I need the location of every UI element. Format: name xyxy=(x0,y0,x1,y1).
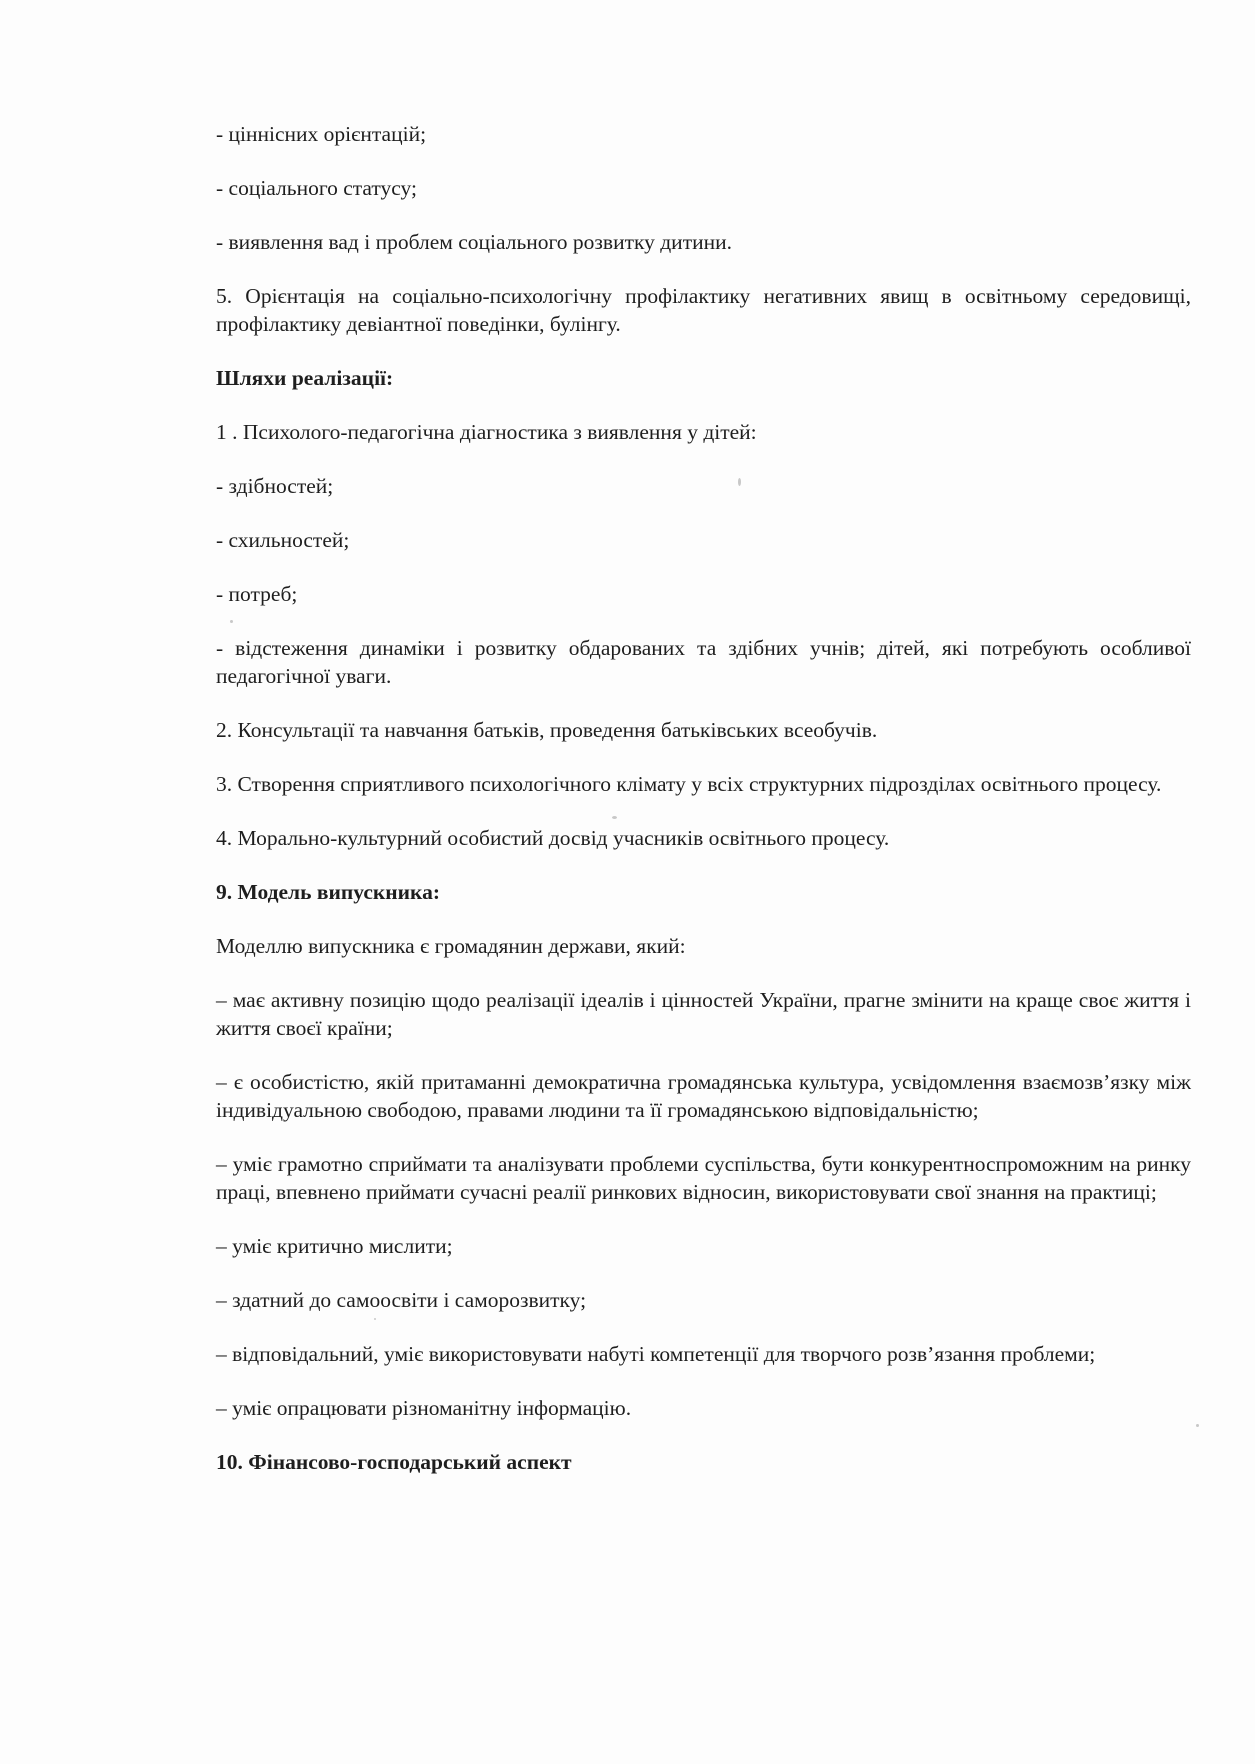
list-item-abilities: - здібностей; xyxy=(216,474,334,498)
heading-implementation-ways: Шляхи реалізації: xyxy=(216,366,394,390)
list-item-personality: – є особистістю, якій притаманні демократична громадянська культура, усвідомлення взаємозв’язку між індивідуальною свободою, правами людини та її громадянською відповідальністю; xyxy=(216,1070,1191,1122)
heading-graduate-model: 9. Модель випускника: xyxy=(216,880,441,904)
list-item-detect-problems: - виявлення вад і проблем соціального розвитку дитини. xyxy=(216,230,732,254)
list-item-critical-thinking: – уміє критично мислити; xyxy=(216,1234,453,1258)
list-item-responsible: – відповідальний, уміє використовувати набуті компетенції для творчого розв’язання проблеми; xyxy=(216,1342,1096,1366)
paragraph-moral-cultural: 4. Морально-культурний особистий досвід учасників освітнього процесу. xyxy=(216,826,890,850)
scan-speck xyxy=(230,620,233,623)
paragraph-diagnostics: 1 . Психолого-педагогічна діагностика з виявлення у дітей: xyxy=(216,420,757,444)
list-item-active-position: – має активну позицію щодо реалізації ідеалів і цінностей України, прагне змінити на краще своє життя і життя своєї країни; xyxy=(216,988,1191,1040)
heading-financial-aspect: 10. Фінансово-господарський аспект xyxy=(216,1450,572,1474)
list-item-self-education: – здатний до самоосвіти і саморозвитку; xyxy=(216,1288,587,1312)
list-item-social-status: - соціального статусу; xyxy=(216,176,417,200)
scan-speck xyxy=(374,1318,376,1320)
scan-speck xyxy=(738,478,741,486)
list-item-value-orientations: - ціннісних орієнтацій; xyxy=(216,122,427,146)
paragraph-parent-consultations: 2. Консультації та навчання батьків, проведення батьківських всеобучів. xyxy=(216,718,878,742)
list-item-inclinations: - схильностей; xyxy=(216,528,350,552)
paragraph-orientation-prevention: 5. Орієнтація на соціально-психологічну профілактику негативних явищ в освітньому середовищі, профілактику девіантної поведінки, булінгу. xyxy=(216,284,1191,336)
scan-speck xyxy=(1196,1424,1199,1427)
list-item-needs: - потреб; xyxy=(216,582,298,606)
list-item-information: – уміє опрацювати різноманітну інформацію. xyxy=(216,1396,632,1420)
list-item-competitive: – уміє грамотно сприймати та аналізувати проблеми суспільства, бути конкурентноспроможним на ринку праці, впевнено приймати сучасні реалії ринкових відносин, використовувати свої знання на практиці; xyxy=(216,1152,1191,1204)
document-body xyxy=(216,120,1191,1502)
list-item-tracking-gifted: - відстеження динаміки і розвитку обдарованих та здібних учнів; дітей, які потребують особливої педагогічної уваги. xyxy=(216,636,1191,688)
paragraph-psychological-climate: 3. Створення сприятливого психологічного клімату у всіх структурних підрозділах освітнього процесу. xyxy=(216,772,1162,796)
scan-speck xyxy=(612,816,617,819)
paragraph-graduate-intro: Моделлю випускника є громадянин держави, який: xyxy=(216,934,686,958)
